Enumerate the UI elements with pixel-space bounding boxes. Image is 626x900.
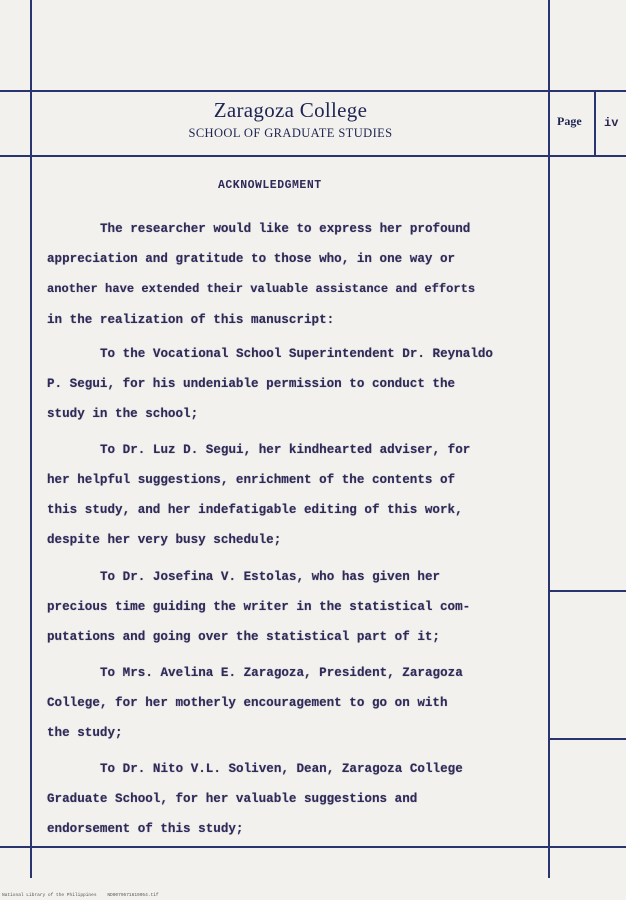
text-line: The researcher would like to express her profound bbox=[100, 222, 471, 236]
text-line: To Dr. Josefina V. Estolas, who has given her bbox=[100, 570, 441, 584]
college-name: Zaragoza College bbox=[213, 98, 368, 122]
right-margin-rule bbox=[548, 0, 550, 878]
header-bottom-rule bbox=[0, 155, 626, 157]
page-number: iv bbox=[604, 116, 619, 130]
page-label: Page bbox=[557, 114, 582, 128]
text-line: College, for her motherly encouragement to go on with bbox=[47, 696, 448, 710]
text-line: her helpful suggestions, enrichment of the contents of bbox=[47, 473, 456, 487]
side-column-rule-2 bbox=[550, 738, 626, 740]
text-line: P. Segui, for his undeniable permission to conduct the bbox=[47, 377, 456, 391]
text-line: appreciation and gratitude to those who, in one way or bbox=[47, 252, 456, 266]
text-line: Graduate School, for her valuable suggestions and bbox=[47, 792, 418, 806]
scan-footer: National Library of the Philippines ND0079671619054.tif bbox=[2, 893, 159, 898]
text-line: despite her very busy schedule; bbox=[47, 533, 282, 547]
text-line: putations and going over the statistical part of it; bbox=[47, 630, 440, 644]
text-line: To the Vocational School Superintendent Dr. Reynaldo bbox=[100, 347, 493, 361]
text-line: study in the school; bbox=[47, 407, 199, 421]
side-column-rule-1 bbox=[550, 590, 626, 592]
text-line: this study, and her indefatigable editing of this work, bbox=[47, 503, 463, 517]
text-line: endorsement of this study; bbox=[47, 822, 244, 836]
page-box-divider bbox=[594, 90, 596, 155]
text-line: To Dr. Nito V.L. Soliven, Dean, Zaragoza College bbox=[100, 762, 463, 776]
footer-rule bbox=[0, 846, 626, 848]
section-heading: ACKNOWLEDGMENT bbox=[218, 179, 322, 192]
header-top-rule bbox=[0, 90, 626, 92]
text-line: the study; bbox=[47, 726, 123, 740]
text-line: another have extended their valuable assistance and efforts bbox=[47, 282, 476, 296]
text-line: To Mrs. Avelina E. Zaragoza, President, Zaragoza bbox=[100, 666, 463, 680]
text-line: To Dr. Luz D. Segui, her kindhearted adviser, for bbox=[100, 443, 471, 457]
text-line: in the realization of this manuscript: bbox=[47, 313, 335, 327]
text-line: precious time guiding the writer in the statistical com- bbox=[47, 600, 471, 614]
school-name: SCHOOL OF GRADUATE STUDIES bbox=[188, 126, 393, 140]
left-margin-rule bbox=[30, 0, 32, 878]
